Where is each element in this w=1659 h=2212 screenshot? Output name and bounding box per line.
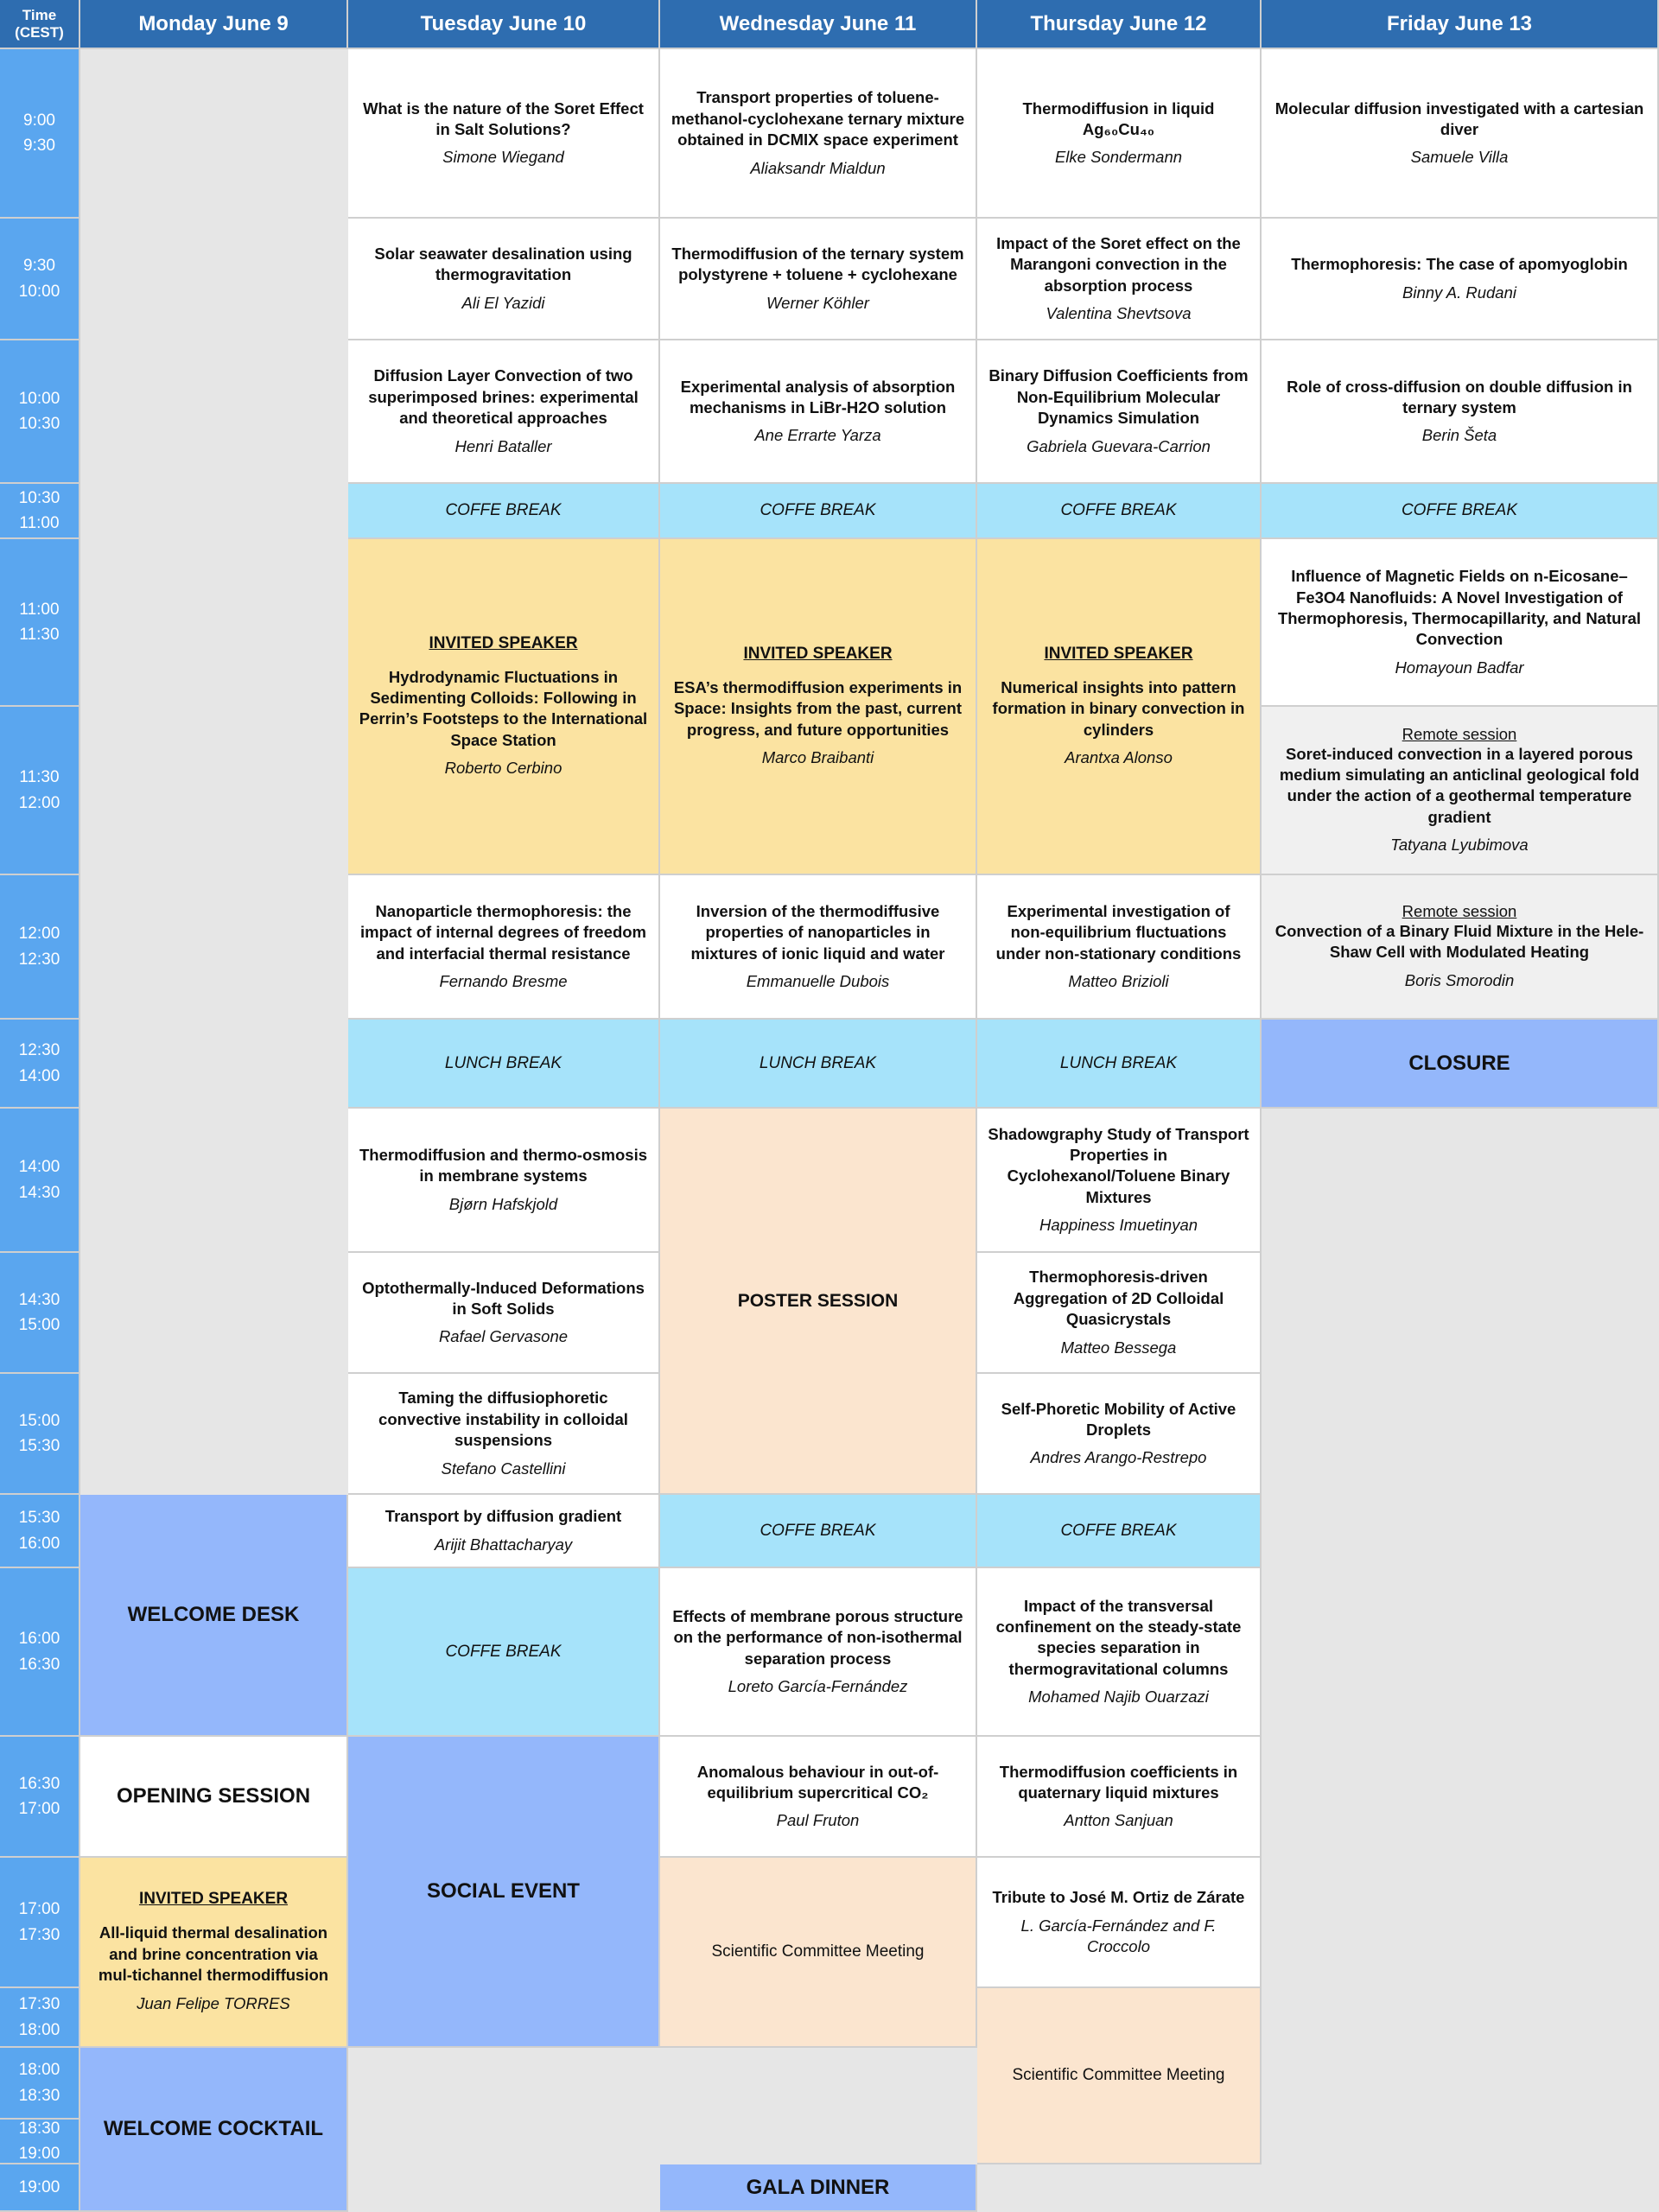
talk-cell [977, 1858, 1262, 1988]
talk-cell [348, 1253, 660, 1374]
invited-talk [660, 539, 977, 875]
talk-cell [348, 1374, 660, 1495]
talk-title: Impact of the Soret effect on the Marangoni convection in the absorption process [996, 233, 1241, 295]
speaker-name: Fernando Bresme [439, 972, 568, 991]
talk-title: Molecular diffusion investigated with a cartesian diver [1274, 99, 1644, 138]
speaker-name: Loreto García-Fernández [728, 1677, 908, 1696]
speaker-name: Matteo Brizioli [1068, 972, 1169, 991]
session-block: OPENING SESSION [80, 1737, 348, 1858]
talk-title: Transport by diffusion gradient [385, 1507, 622, 1526]
invited-speaker-label: INVITED SPEAKER [1044, 644, 1193, 663]
talk-title: Hydrodynamic Fluctuations in Sedimenting Colloids: Following in Perrin’s Footsteps to the International Space Station [359, 667, 648, 749]
talk-cell [977, 1253, 1262, 1374]
empty-slot [80, 49, 348, 1495]
talk-title: Inversion of the thermodiffusive properties of nanoparticles in mixtures of ionic liquid and water [690, 901, 945, 963]
time-slot: 14:30 15:00 [0, 1253, 80, 1374]
break-slot: LUNCH BREAK [660, 1020, 977, 1109]
talk-cell [977, 1737, 1262, 1858]
speaker-name: Arantxa Alonso [1065, 748, 1173, 767]
talk-title: Thermodiffusion and thermo-osmosis in membrane systems [359, 1146, 648, 1185]
talk-title: Anomalous behaviour in out-of-equilibrium supercritical CO₂ [696, 1762, 939, 1802]
speaker-name: Berin Šeta [1421, 426, 1497, 445]
talk-cell [660, 1568, 977, 1737]
time-slot: 10:30 11:00 [0, 484, 80, 539]
talk-title: Impact of the transversal confinement on the steady-state species separation in thermogravitational columns [995, 1596, 1242, 1678]
talk-cell [348, 219, 660, 340]
speaker-name: Paul Fruton [776, 1811, 860, 1830]
talk-title: Thermophoresis-driven Aggregation of 2D Colloidal Quasicrystals [1013, 1268, 1224, 1329]
talk-title: Optothermally-Induced Deformations in Soft Solids [362, 1278, 645, 1318]
speaker-name: Juan Felipe TORRES [137, 1993, 290, 2012]
talk-title: Thermodiffusion coefficients in quaternary liquid mixtures [999, 1762, 1238, 1802]
speaker-name: Homayoun Badfar [1395, 658, 1524, 677]
speaker-name: Tatyana Lyubimova [1390, 836, 1529, 855]
talk-title: Binary Diffusion Coefficients from Non-Equilibrium Molecular Dynamics Simulation [988, 366, 1249, 428]
day-header: Friday June 13 [1262, 0, 1659, 49]
committee-meeting: Scientific Committee Meeting [977, 1988, 1262, 2164]
talk-cell [660, 49, 977, 219]
speaker-name: Boris Smorodin [1404, 970, 1515, 989]
time-slot: 17:00 17:30 [0, 1858, 80, 1988]
talk-title: Solar seawater desalination using thermogravitation [374, 245, 632, 284]
talk-cell [348, 1495, 660, 1568]
speaker-name: Simone Wiegand [442, 148, 564, 167]
speaker-name: Gabriela Guevara-Carrion [1027, 436, 1211, 455]
session-block: CLOSURE [1262, 1020, 1659, 1109]
speaker-name: Henri Bataller [454, 436, 552, 455]
talk-title: Numerical insights into pattern formation in binary convection in cylinders [992, 677, 1245, 739]
talk-cell [660, 340, 977, 484]
invited-speaker-label: INVITED SPEAKER [743, 644, 893, 663]
talk-cell [348, 1109, 660, 1253]
empty-slot [660, 2048, 977, 2164]
talk-cell [348, 49, 660, 219]
talk-cell [977, 49, 1262, 219]
time-slot: 14:00 14:30 [0, 1109, 80, 1253]
time-slot: 10:00 10:30 [0, 340, 80, 484]
talk-title: Experimental investigation of non-equilibrium fluctuations under non-stationary conditions [995, 901, 1242, 963]
talk-cell [660, 219, 977, 340]
remote-session-label: Remote session [1402, 724, 1517, 743]
break-slot: COFFE BREAK [348, 1568, 660, 1737]
speaker-name: Aliaksandr Mialdun [750, 158, 886, 177]
time-slot: 15:00 15:30 [0, 1374, 80, 1495]
talk-cell [977, 219, 1262, 340]
talk-title: Experimental analysis of absorption mechanisms in LiBr-H2O solution [680, 377, 956, 416]
talk-cell [977, 1568, 1262, 1737]
invited-speaker-label: INVITED SPEAKER [429, 633, 578, 652]
speaker-name: Ali El Yazidi [461, 293, 545, 312]
break-slot: COFFE BREAK [348, 484, 660, 539]
invited-talk [80, 1858, 348, 2048]
speaker-name: Emmanuelle Dubois [746, 972, 890, 991]
time-slot: 17:30 18:00 [0, 1988, 80, 2048]
speaker-name: Happiness Imuetinyan [1039, 1216, 1198, 1235]
day-header: Monday June 9 [80, 0, 348, 49]
talk-title: Role of cross-diffusion on double diffusion in ternary system [1287, 377, 1632, 416]
talk-title: Effects of membrane porous structure on the performance of non-isothermal separation process [672, 1606, 963, 1668]
time-slot: 11:30 12:00 [0, 707, 80, 875]
talk-cell [977, 875, 1262, 1020]
session-block: WELCOME DESK [80, 1495, 348, 1737]
poster-session: POSTER SESSION [660, 1109, 977, 1495]
session-block: SOCIAL EVENT [348, 1737, 660, 2048]
break-slot: COFFE BREAK [977, 1495, 1262, 1568]
empty-slot [1262, 1109, 1659, 2212]
invited-talk [977, 539, 1262, 875]
time-slot: 9:30 10:00 [0, 219, 80, 340]
speaker-name: Marco Braibanti [761, 748, 874, 767]
talk-title: All-liquid thermal desalination and brine concentration via mul-tichannel thermodiffusion [98, 1923, 329, 1985]
talk-cell [348, 340, 660, 484]
talk-title: What is the nature of the Soret Effect in Salt Solutions? [363, 99, 644, 138]
talk-title: Nanoparticle thermophoresis: the impact of internal degrees of freedom and interfacial thermal resistance [359, 901, 646, 963]
talk-cell [977, 340, 1262, 484]
empty-slot [348, 2048, 660, 2212]
speaker-name: Ane Errarte Yarza [754, 426, 881, 445]
time-slot: 16:00 16:30 [0, 1568, 80, 1737]
talk-title: Convection of a Binary Fluid Mixture in the Hele-Shaw Cell with Modulated Heating [1274, 922, 1644, 962]
talk-title: Transport properties of toluene-methanol-cyclohexane ternary mixture obtained in DCMIX space experiment [671, 88, 965, 149]
talk-title: Tribute to José M. Ortiz de Zárate [992, 1888, 1245, 1907]
talk-cell [1262, 340, 1659, 484]
break-slot: COFFE BREAK [977, 484, 1262, 539]
speaker-name: Binny A. Rudani [1402, 283, 1516, 302]
time-slot: 12:30 14:00 [0, 1020, 80, 1109]
invited-talk [348, 539, 660, 875]
speaker-name: Samuele Villa [1410, 148, 1509, 167]
invited-speaker-label: INVITED SPEAKER [138, 1890, 289, 1909]
break-slot: LUNCH BREAK [348, 1020, 660, 1109]
speaker-name: Arijit Bhattacharyay [434, 1535, 573, 1554]
talk-title: ESA’s thermodiffusion experiments in Space: Insights from the past, current progress, and future opportunities [673, 677, 963, 739]
speaker-name: Werner Köhler [766, 293, 869, 312]
talk-cell [1262, 875, 1659, 1020]
time-slot: 19:00 [0, 2164, 80, 2212]
talk-title: Shadowgraphy Study of Transport Properties in Cyclohexanol/Toluene Binary Mixtures [988, 1124, 1249, 1206]
time-slot: 9:00 9:30 [0, 49, 80, 219]
talk-cell [1262, 219, 1659, 340]
talk-cell [1262, 539, 1659, 707]
talk-cell [1262, 49, 1659, 219]
break-slot: COFFE BREAK [660, 484, 977, 539]
break-slot: LUNCH BREAK [977, 1020, 1262, 1109]
day-header: Tuesday June 10 [348, 0, 660, 49]
speaker-name: Valentina Shevtsova [1046, 304, 1192, 323]
time-slot: 11:00 11:30 [0, 539, 80, 707]
speaker-name: Andres Arango-Restrepo [1030, 1448, 1207, 1467]
break-slot: COFFE BREAK [660, 1495, 977, 1568]
day-header: Thursday June 12 [977, 0, 1262, 49]
talk-cell [977, 1374, 1262, 1495]
talk-title: Taming the diffusiophoretic convective instability in colloidal suspensions [378, 1389, 628, 1450]
time-slot: 16:30 17:00 [0, 1737, 80, 1858]
time-slot: 18:00 18:30 [0, 2048, 80, 2120]
talk-title: Self-Phoretic Mobility of Active Droplets [1001, 1399, 1236, 1439]
time-slot: 12:00 12:30 [0, 875, 80, 1020]
time-column-header: Time (CEST) [0, 0, 80, 49]
talk-title: Thermophoresis: The case of apomyoglobin [1291, 255, 1628, 274]
speaker-name: Mohamed Najib Ouarzazi [1028, 1688, 1209, 1707]
break-slot: COFFE BREAK [1262, 484, 1659, 539]
speaker-name: Bjørn Hafskjold [448, 1194, 558, 1213]
remote-session-label: Remote session [1402, 902, 1517, 921]
speaker-name: L. García-Fernández and F. Croccolo [1020, 1916, 1217, 1955]
session-block: WELCOME COCKTAIL [80, 2048, 348, 2212]
talk-cell [977, 1109, 1262, 1253]
speaker-name: Elke Sondermann [1054, 148, 1183, 167]
talk-cell [660, 1737, 977, 1858]
talk-title: Influence of Magnetic Fields on n-Eicosane–Fe3O4 Nanofluids: A Novel Investigation of Thermophoresis, Thermocapillarity, and Natural Convection [1277, 567, 1642, 649]
speaker-name: Rafael Gervasone [438, 1327, 569, 1346]
talk-title: Thermodiffusion of the ternary system polystyrene + toluene + cyclohexane [671, 245, 964, 284]
empty-slot [977, 2164, 1262, 2212]
talk-title: Thermodiffusion in liquid Ag₆₀Cu₄₀ [1022, 99, 1215, 138]
committee-meeting: Scientific Committee Meeting [660, 1858, 977, 2048]
talk-cell [348, 875, 660, 1020]
talk-title: Diffusion Layer Convection of two superimposed brines: experimental and theoretical approaches [368, 366, 639, 428]
session-block: GALA DINNER [660, 2164, 977, 2212]
talk-title: Soret-induced convection in a layered porous medium simulating an anticlinal geological fold under the action of a geothermal temperature gradient [1279, 744, 1640, 826]
speaker-name: Roberto Cerbino [444, 759, 563, 778]
speaker-name: Antton Sanjuan [1064, 1811, 1173, 1830]
talk-cell [660, 875, 977, 1020]
speaker-name: Stefano Castellini [441, 1459, 566, 1478]
talk-cell [1262, 707, 1659, 875]
time-slot: 18:30 19:00 [0, 2120, 80, 2164]
day-header: Wednesday June 11 [660, 0, 977, 49]
speaker-name: Matteo Bessega [1060, 1338, 1177, 1357]
time-slot: 15:30 16:00 [0, 1495, 80, 1568]
